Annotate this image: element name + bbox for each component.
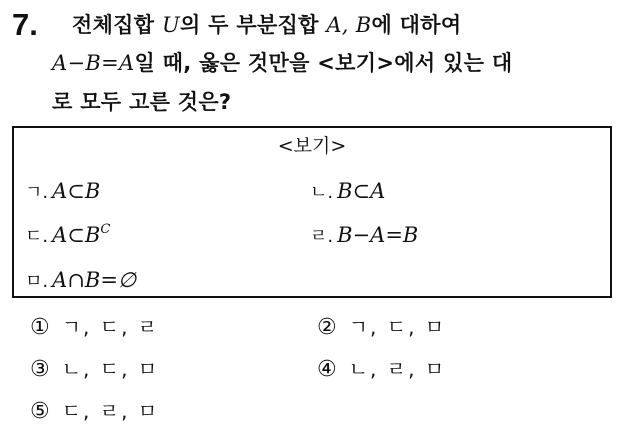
bogi-title: <보기> xyxy=(277,135,347,157)
answer-choice-5[interactable] xyxy=(30,396,159,427)
choice-text: ㄱ, ㄷ, ㄹ xyxy=(61,315,160,339)
statement-expression: A∩B=∅ xyxy=(52,268,137,292)
statement-marker: ㄱ. xyxy=(25,182,49,203)
statement-digeut xyxy=(25,220,110,252)
answer-choice-4[interactable] xyxy=(317,354,446,385)
statement-marker: ㄷ. xyxy=(25,226,49,247)
statement-marker: ㅁ. xyxy=(25,271,49,292)
statement-expression: $A\subset B^C$ xyxy=(52,222,111,247)
choice-number: ① xyxy=(30,315,50,340)
choice-text: ㄴ, ㄹ, ㅁ xyxy=(348,357,447,381)
bogi-box xyxy=(12,126,612,298)
choice-number: ② xyxy=(317,315,337,340)
choice-number: ⑤ xyxy=(30,399,50,424)
question-text: 에 대하여 xyxy=(371,13,462,37)
universal-set-symbol: U xyxy=(161,13,180,37)
statement-mieum xyxy=(25,265,136,297)
question-text: 전체집합 xyxy=(72,13,162,37)
statement-expression: B−A=B xyxy=(337,223,419,247)
question-number: 7. xyxy=(12,7,38,42)
answer-choice-2[interactable] xyxy=(317,312,446,343)
question-line-2 xyxy=(52,48,512,78)
statement-expression: B⊂A xyxy=(337,179,386,203)
question-line-3 xyxy=(52,87,231,117)
choice-text: ㄱ, ㄷ, ㅁ xyxy=(348,315,447,339)
choice-number: ③ xyxy=(30,357,50,382)
question-text: 로 모두 고른 것은? xyxy=(52,90,232,114)
choice-text: ㄷ, ㄹ, ㅁ xyxy=(61,399,160,423)
choice-number: ④ xyxy=(317,357,337,382)
statement-expression: A⊂B xyxy=(52,179,101,203)
statement-marker: ㄹ. xyxy=(310,226,334,247)
answer-choice-3[interactable] xyxy=(30,354,159,385)
subset-symbols: A, B xyxy=(326,13,372,37)
statement-giyeok xyxy=(25,176,100,208)
question-text: 일 때, 옳은 것만을 <보기>에서 있는 대 xyxy=(134,51,513,75)
complement-superscript: C xyxy=(100,222,111,237)
statement-rieul xyxy=(310,220,418,252)
condition-expression: A−B=A xyxy=(52,51,135,75)
question-text: 의 두 부분집합 xyxy=(179,13,327,37)
choice-text: ㄴ, ㄷ, ㅁ xyxy=(61,357,160,381)
question-line-1 xyxy=(72,10,461,40)
answer-choice-1[interactable] xyxy=(30,312,159,343)
statement-marker: ㄴ. xyxy=(310,182,334,203)
statement-nieun xyxy=(310,176,385,208)
